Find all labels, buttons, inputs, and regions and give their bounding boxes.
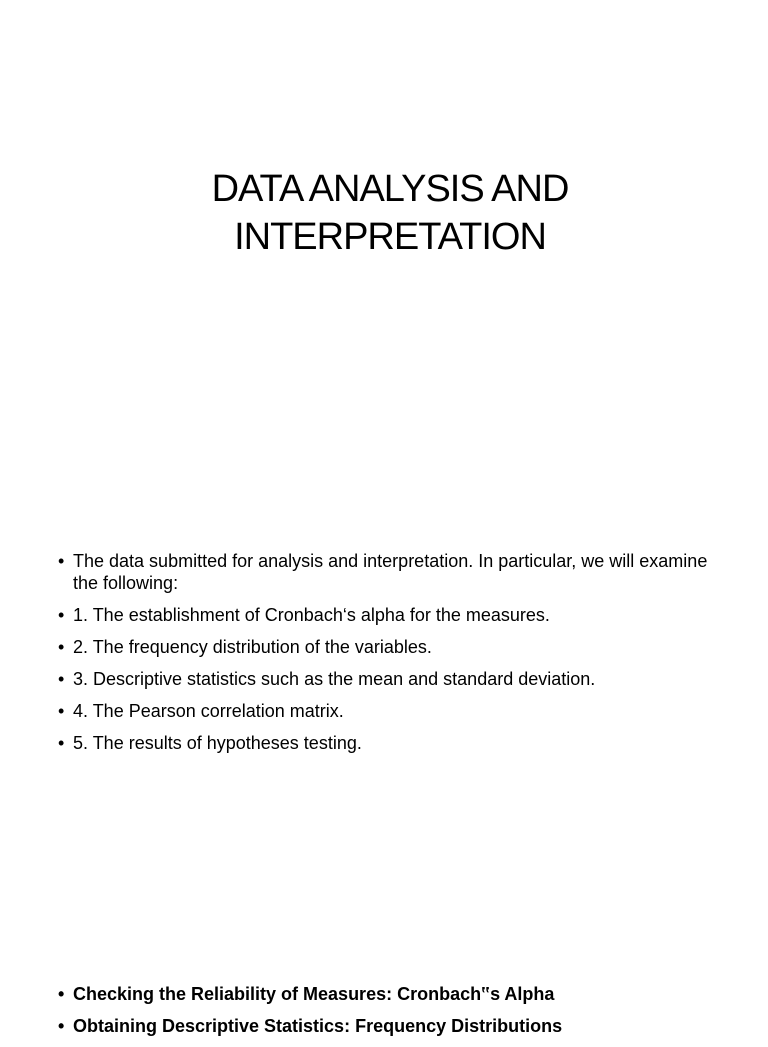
bullet-icon: •	[58, 637, 65, 657]
bullet-icon: •	[58, 701, 65, 721]
bullet-item	[58, 983, 708, 1005]
bullet-item	[58, 604, 708, 626]
title-line-2: INTERPRETATION	[234, 216, 546, 258]
bullet-icon: •	[58, 733, 65, 753]
bullet-text: Checking the Reliability of Measures: Cronbach‟s Alpha	[73, 984, 555, 1004]
bullet-icon: •	[58, 551, 65, 571]
topics-bullet-list	[58, 983, 708, 1047]
slide-overview-section	[0, 520, 768, 780]
bullet-text: Obtaining Descriptive Statistics: Frequency Distributions	[73, 1016, 563, 1036]
slide-title-section	[0, 0, 768, 300]
bullet-item	[58, 636, 708, 658]
slide-topics-section	[0, 975, 768, 1035]
bullet-item	[58, 700, 708, 722]
bullet-text: 5. The results of hypotheses testing.	[73, 733, 362, 753]
bullet-item	[58, 668, 708, 690]
bullet-item	[58, 1015, 708, 1037]
bullet-icon: •	[58, 605, 65, 625]
bullet-icon: •	[58, 669, 65, 689]
bullet-item	[58, 550, 708, 594]
bullet-icon: •	[58, 984, 65, 1004]
title-line-1: DATA ANALYSIS AND	[211, 168, 569, 210]
bullet-text: 4. The Pearson correlation matrix.	[73, 701, 344, 721]
bullet-text: 3. Descriptive statistics such as the mean and standard deviation.	[73, 669, 596, 689]
slide-title	[0, 165, 768, 261]
bullet-item	[58, 732, 708, 754]
bullet-icon: •	[58, 1016, 65, 1036]
overview-bullet-list	[58, 550, 708, 764]
bullet-text: The data submitted for analysis and interpretation. In particular, we will examine the following:	[73, 551, 708, 593]
bullet-text: 1. The establishment of Cronbach‘s alpha for the measures.	[73, 605, 550, 625]
bullet-text: 2. The frequency distribution of the variables.	[73, 637, 432, 657]
